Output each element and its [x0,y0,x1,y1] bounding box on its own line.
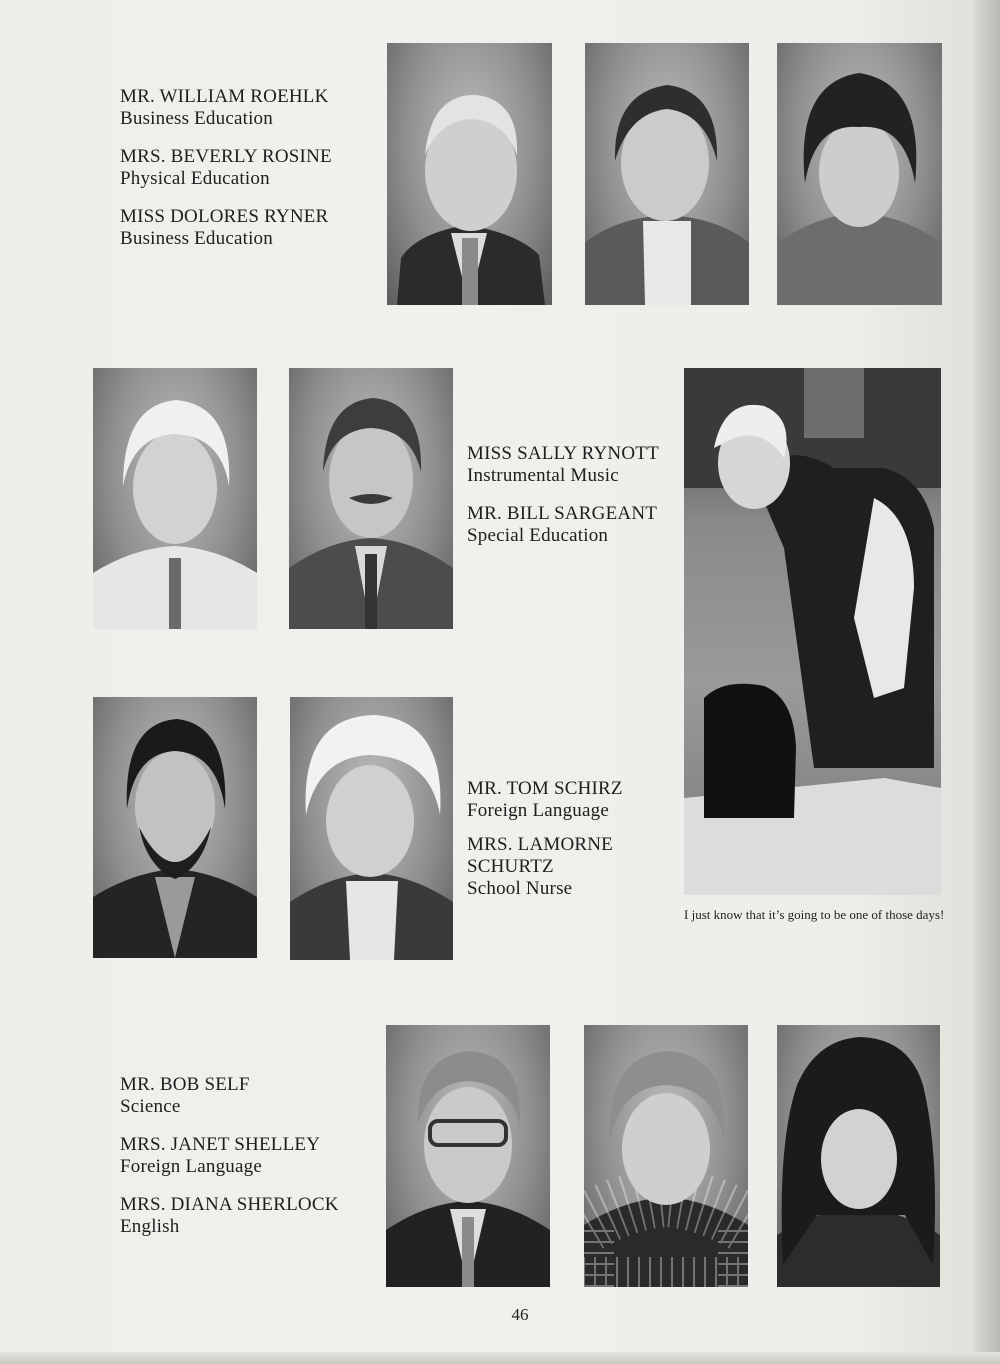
portrait-photo-roehlk [387,43,552,305]
portrait-photo-rynott [93,368,257,629]
faculty-name: MR. TOM SCHIRZ [467,778,623,799]
faculty-entry [467,443,677,487]
faculty-entry [120,146,380,190]
faculty-entry [467,778,642,822]
portrait-photo-schurtz [290,697,453,960]
candid-photo [684,368,941,895]
faculty-entry [120,206,380,250]
page-bottom-edge [0,1352,1000,1364]
page-number: 46 [511,1305,529,1324]
faculty-role: Science [120,1096,181,1117]
portrait-photo-self [386,1025,550,1287]
portrait-photo-rosine [585,43,749,305]
faculty-role: Business Education [120,108,273,129]
faculty-role: Physical Education [120,168,270,189]
faculty-entry [467,503,677,547]
faculty-role: Foreign Language [467,800,609,821]
faculty-role: School Nurse [467,878,573,899]
faculty-name: MR. WILLIAM ROEHLK [120,86,329,107]
faculty-entry [467,834,642,900]
faculty-name: MRS. DIANA SHERLOCK [120,1194,339,1215]
faculty-name: MISS SALLY RYNOTT [467,443,659,464]
faculty-entry [120,86,380,130]
faculty-role: Special Education [467,525,609,546]
portrait-photo-ryner [777,43,942,305]
faculty-role: English [120,1216,180,1237]
faculty-entry [120,1134,380,1178]
portrait-photo-schirz [93,697,257,958]
faculty-name: MRS. LAMORNE SCHURTZ [467,834,613,877]
portrait-photo-sherlock [777,1025,940,1287]
faculty-role: Instrumental Music [467,465,619,486]
faculty-name: MR. BOB SELF [120,1074,250,1095]
faculty-entry [120,1194,380,1238]
portrait-photo-shelley [584,1025,748,1287]
faculty-role: Foreign Language [120,1156,262,1177]
portrait-photo-sargeant [289,368,453,629]
faculty-entry [120,1074,380,1118]
faculty-name: MR. BILL SARGEANT [467,503,658,524]
faculty-names-block-4 [120,1074,380,1254]
faculty-names-block-3 [467,778,642,916]
faculty-name: MRS. JANET SHELLEY [120,1134,321,1155]
faculty-names-block-1 [120,86,380,266]
faculty-name: MISS DOLORES RYNER [120,206,329,227]
faculty-names-block-2 [467,443,677,563]
photo-caption: I just know that it’s going to be one of those days! [684,907,945,922]
faculty-name: MRS. BEVERLY ROSINE [120,146,332,167]
faculty-role: Business Education [120,228,273,249]
page-spine [975,0,1000,1364]
